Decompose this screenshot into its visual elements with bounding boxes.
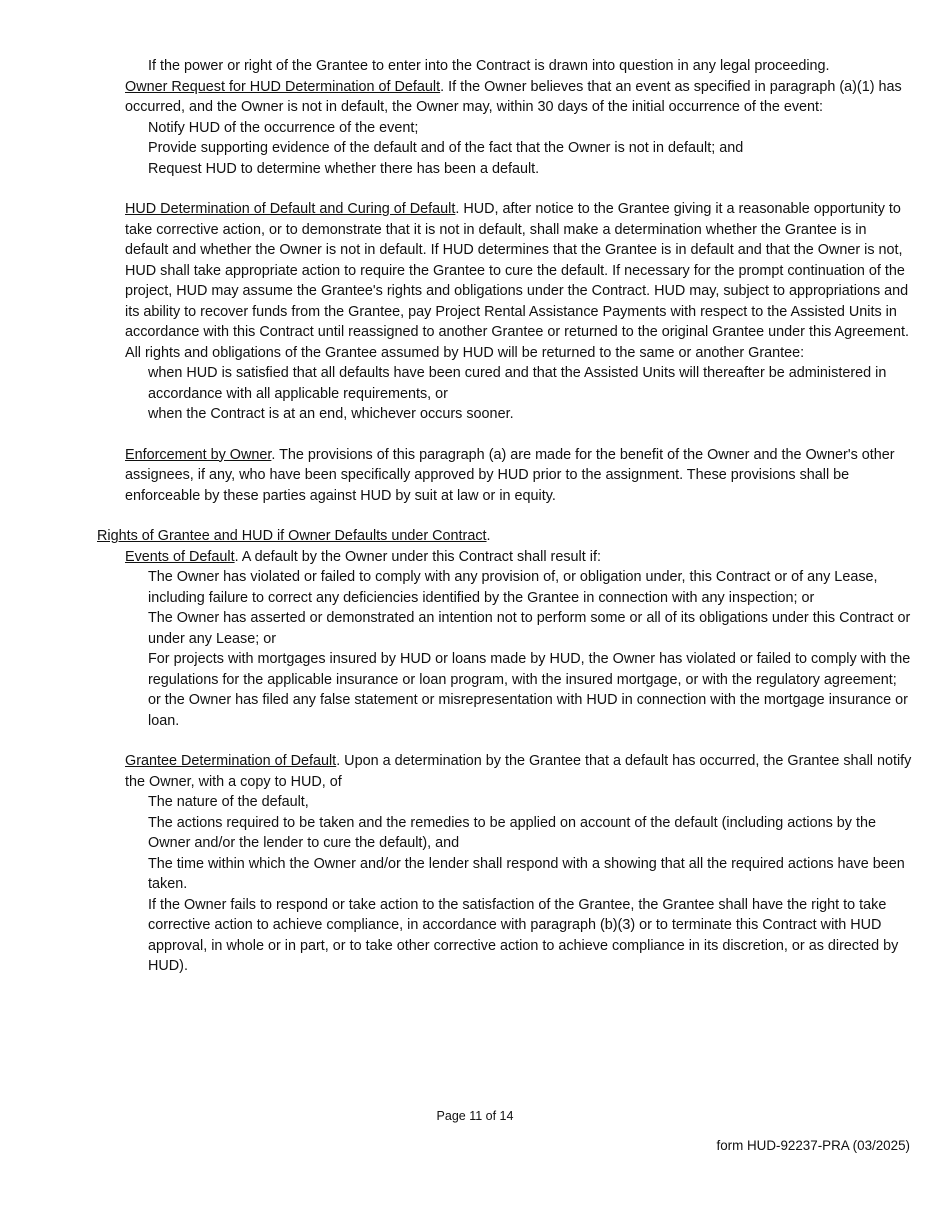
clause-b1-ii [0, 608, 950, 649]
clause-a3 [0, 199, 950, 363]
clause-text: when the Contract is at an end, whichever occurs sooner. [148, 406, 514, 422]
clause-text: The actions required to be taken and the remedies to be applied on account of the default (including actions by the Owner and/or the lender to cure the default), and [148, 814, 877, 851]
clause-a2-ii [0, 138, 950, 159]
clause-a3-i [0, 363, 950, 404]
clause-heading: Owner Request for HUD Determination of Default [125, 78, 441, 95]
clause-text: The Owner has asserted or demonstrated an intention not to perform some or all of its obligations under this Contract or under any Lease; or [148, 610, 911, 647]
clause-text: Request HUD to determine whether there has been a default. [148, 160, 540, 177]
clause-text: when HUD is satisfied that all defaults have been cured and that the Assisted Units will thereafter be administered in accordance with all applicable requirements, or [148, 365, 887, 402]
clause-b2-iv [0, 895, 950, 977]
spacer [0, 425, 950, 445]
clause-heading: Enforcement by Owner [125, 446, 272, 463]
clause-b1-iii [0, 649, 950, 731]
clause-text: . If the Owner believes that an event as specified in paragraph (a)(1) has occurred, and the Owner is not in default, the Owner may, within 30 days of the initial occurrence of the event: [125, 78, 902, 115]
clause-heading: Grantee Determination of Default [125, 753, 337, 769]
clause-heading: HUD Determination of Default and Curing of Default [125, 201, 456, 217]
page-body [0, 56, 950, 977]
clause-text: If the power or right of the Grantee to enter into the Contract is drawn into question in any legal proceeding. [148, 58, 830, 74]
clause-a2-iii [0, 159, 950, 180]
clause-b2-i [0, 792, 950, 813]
clause-heading: Rights of Grantee and HUD if Owner Defaults under Contract [97, 528, 487, 544]
clause-b2 [0, 751, 950, 792]
clause-text: The Owner has violated or failed to comply with any provision of, or obligation under, this Contract or of any Lease, including failure to correct any deficiencies identified by the Grantee in connection with any inspection; or [148, 569, 878, 606]
clause-b1-i [0, 567, 950, 608]
clause-a3-ii [0, 404, 950, 425]
clause-b1 [0, 547, 950, 568]
clause-b2-iii [0, 854, 950, 895]
clause-b2-ii [0, 813, 950, 854]
clause-text: . Upon a determination by the Grantee that a default has occurred, the Grantee shall notify the Owner, with a copy to HUD, of [125, 753, 912, 790]
clause-text: The nature of the default, [148, 794, 309, 810]
clause-text: Notify HUD of the occurrence of the event; [148, 119, 419, 136]
clause-text: . The provisions of this paragraph (a) are made for the benefit of the Owner and the Owner's other assignees, if any, who have been specifically approved by HUD prior to the assignment. These provisions shall be enforceable by these parties against HUD by suit at law or in equity. [125, 446, 895, 504]
clause-text: . A default by the Owner under this Contract shall result if: [234, 548, 601, 565]
clause-text: . HUD, after notice to the Grantee giving it a reasonable opportunity to take corrective action, or to demonstrate that it is not in default, shall make a determination whether the Grantee is in default and whether the Owner is not in default. If HUD determines that the Grantee is in default and that the Owner is not, HUD shall take appropriate action to require the Grantee to cure the default. If necessary for the prompt continuation of the project, HUD may assume the Grantee's rights and obligations under the Contract. HUD may, subject to appropriations and its ability to recover funds from the Grantee, pay Project Rental Assistance Payments with respect to the Assisted Units in accordance with this Contract until reassigned to another Grantee or returned to the original Grantee under this Agreement. All rights and obligations of the Grantee assumed by HUD will be returned to the same or another Grantee: [125, 201, 909, 361]
clause-text: For projects with mortgages insured by HUD or loans made by HUD, the Owner has violated or failed to comply with the regulations for the applicable insurance or loan program, with the insured mortgage, or with the regulatory agreement; or the Owner has filed any false statement or misrepresentation with HUD in connection with the mortgage insurance or loan. [148, 651, 911, 729]
clause-a4 [0, 445, 950, 507]
spacer [0, 506, 950, 526]
clause-a2 [0, 77, 950, 118]
spacer [0, 731, 950, 751]
clause-text: If the Owner fails to respond or take action to the satisfaction of the Grantee, the Grantee shall have the right to take corrective action to achieve compliance, in accordance with paragraph (b)(3) or to terminate this Contract with HUD approval, in whole or in part, or to take other corrective action to achieve compliance in its discretion, or as directed by HUD). [148, 896, 899, 974]
form-identifier: form HUD-92237-PRA (03/2025) [716, 1138, 910, 1153]
page-number: Page 11 of 14 [436, 1109, 514, 1123]
spacer [0, 179, 950, 199]
clause-a2-i [0, 118, 950, 139]
clause-text: . [486, 528, 491, 544]
clause-text: The time within which the Owner and/or the lender shall respond with a showing that all the required actions have been taken. [148, 855, 905, 892]
clause-heading: Events of Default [125, 548, 235, 565]
clause-text: Provide supporting evidence of the default and of the fact that the Owner is not in default; and [148, 140, 744, 156]
clause-a1-iii [0, 56, 950, 77]
clause-b [0, 526, 950, 547]
